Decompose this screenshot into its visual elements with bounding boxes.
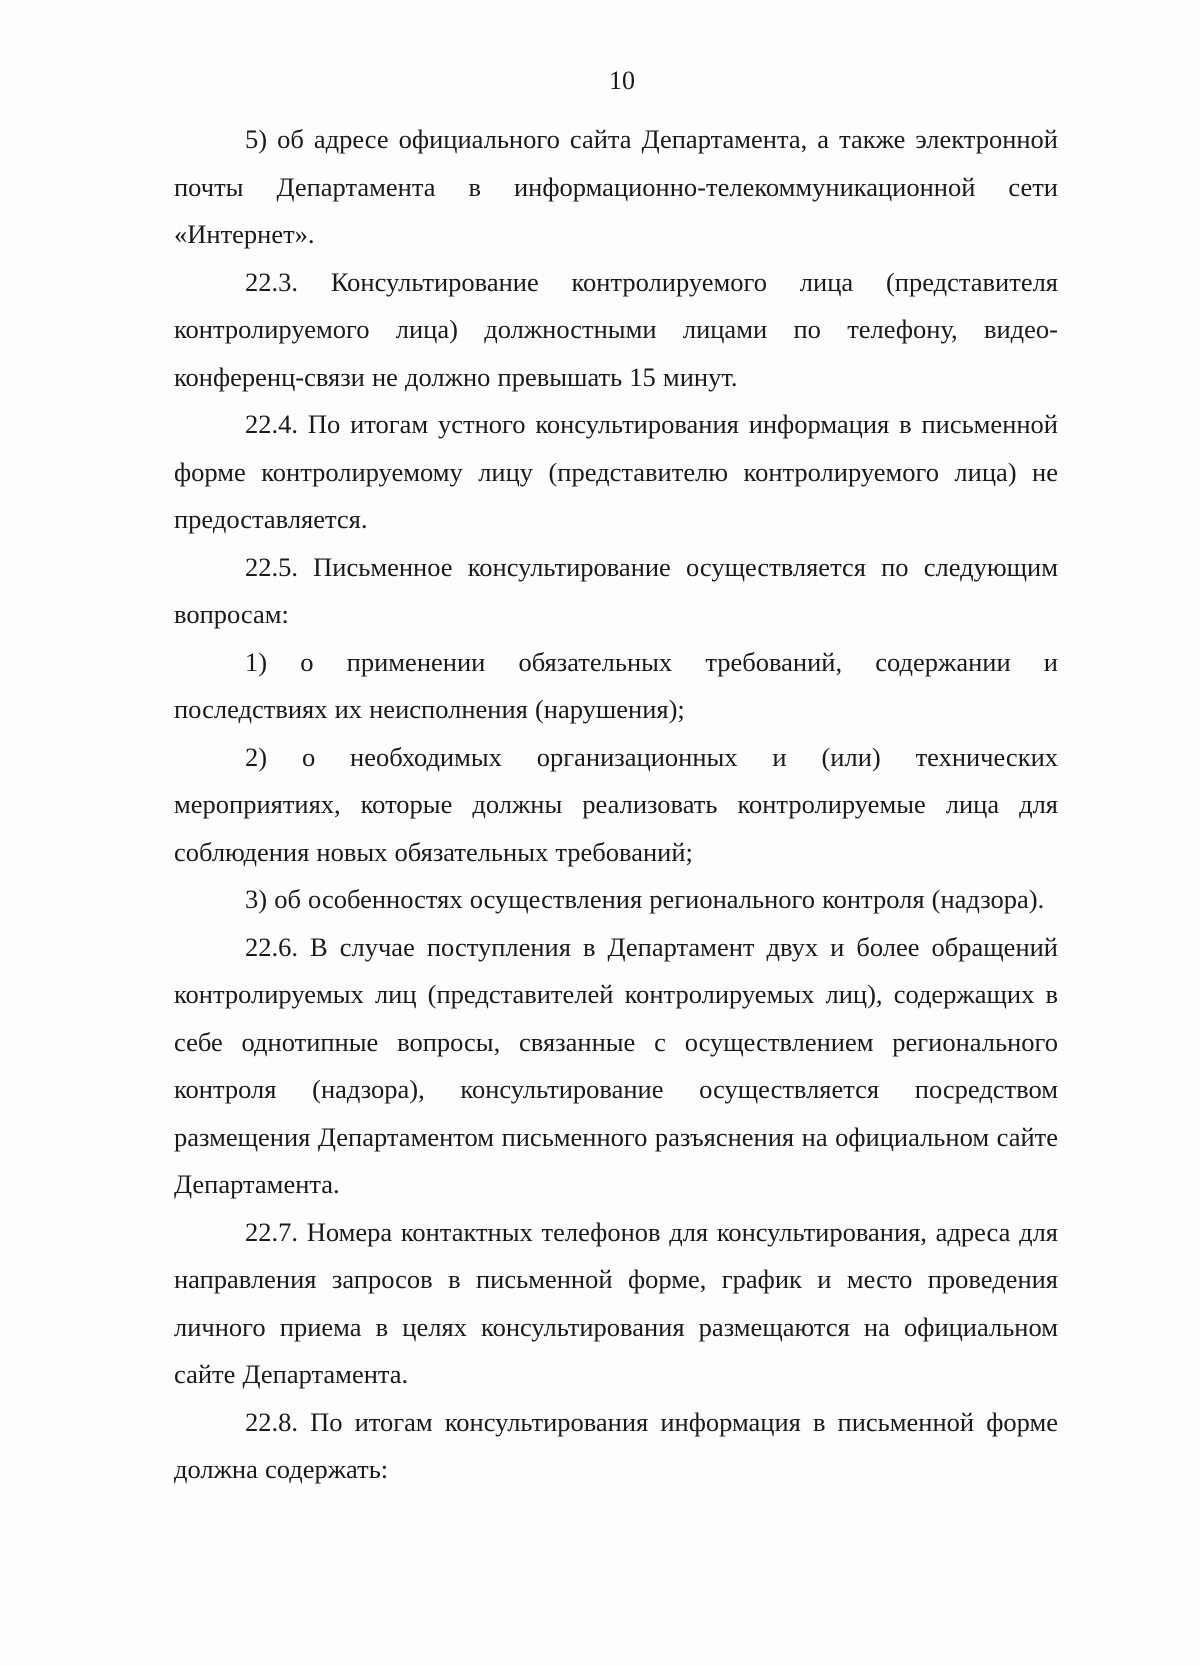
document-body [174, 116, 1058, 1494]
paragraph-website-address: 5) об адресе официального сайта Департамента, а также электронной почты Департамента в информационно-телекоммуникационной сети «Интернет». [174, 124, 1058, 249]
list-item-2: 2) о необходимых организационных и (или) технических мероприятиях, которые должны реализовать контролируемые лица для соблюдения новых обязательных требований; [174, 741, 1058, 867]
paragraph-22-6: 22.6. В случае поступления в Департамент двух и более обращений контролируемых лиц (представителей контролируемых лиц), содержащих в себе однотипные вопросы, связанные с осуществлением регионального контроля (надзора), консультирование осуществляется посредством размещения Департаментом письменного разъяснения на официальном сайте Департамента. [174, 931, 1058, 1199]
list-item-3: 3) об особенностях осуществления регионального контроля (надзора). [245, 884, 1045, 914]
paragraph-22-3: 22.3. Консультирование контролируемого лица (представителя контролируемого лица) должностными лицами по телефону, видео-конференц-связи не должно превышать 15 минут. [174, 266, 1058, 392]
paragraph-22-5: 22.5. Письменное консультирование осуществляется по следующим вопросам: [174, 551, 1058, 629]
paragraph-22-8: 22.8. По итогам консультирования информация в письменной форме должна содержать: [174, 1406, 1058, 1484]
page-number: 10 [609, 66, 635, 95]
paragraph-22-4: 22.4. По итогам устного консультирования информация в письменной форме контролируемому лицу (представителю контролируемого лица) не предоставляется. [174, 409, 1058, 534]
paragraph-22-7: 22.7. Номера контактных телефонов для консультирования, адреса для направления запросов в письменной форме, график и место проведения личного приема в целях консультирования размещаются на официальном сайте Департамента. [174, 1216, 1058, 1389]
list-item-1: 1) о применении обязательных требований, содержании и последствиях их неисполнения (нарушения); [174, 646, 1058, 724]
